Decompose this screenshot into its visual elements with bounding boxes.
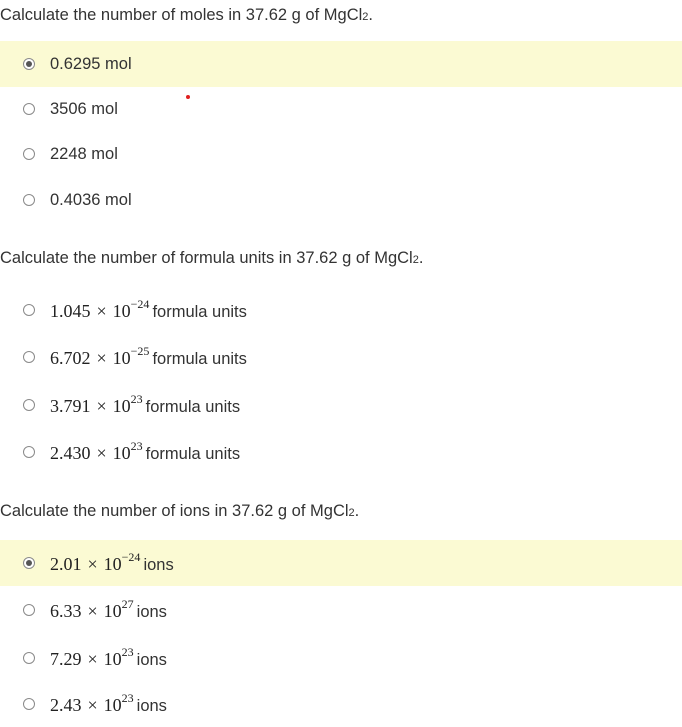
question-3-subscript: 2 [348, 507, 355, 519]
radio-button[interactable] [23, 194, 35, 206]
question-1-text [0, 5, 373, 27]
radio-button[interactable] [23, 446, 35, 458]
times-sign: × [87, 694, 98, 715]
question-3-text [0, 501, 359, 523]
q1-option-2-label: 3506 mol [50, 99, 118, 118]
base: 10 [103, 694, 122, 715]
base: 10 [103, 648, 122, 669]
unit-label: ions [136, 602, 167, 621]
times-sign: × [87, 553, 98, 574]
q3-option-2[interactable] [0, 587, 682, 633]
times-sign: × [96, 395, 107, 416]
mantissa: 7.29 [50, 648, 82, 669]
unit-label: ions [136, 650, 167, 669]
q1-option-3[interactable] [0, 131, 682, 177]
q3-option-4[interactable] [0, 681, 682, 727]
radio-button[interactable] [23, 351, 35, 363]
question-2-text [0, 248, 423, 270]
scientific-number [50, 343, 150, 368]
mantissa: 2.430 [50, 442, 91, 463]
question-2-end: . [418, 249, 424, 267]
question-2-main: Calculate the number of formula units in 37.62 g of MgCl [0, 249, 413, 267]
scientific-number [50, 296, 150, 321]
mantissa: 3.791 [50, 395, 91, 416]
question-1-end: . [368, 6, 373, 24]
mantissa: 6.702 [50, 347, 91, 368]
q1-option-4[interactable] [0, 177, 682, 223]
q3-option-3-label [50, 644, 167, 670]
mantissa: 2.43 [50, 694, 82, 715]
radio-button-checked[interactable] [23, 58, 35, 70]
times-sign: × [87, 648, 98, 669]
radio-button[interactable] [23, 148, 35, 160]
q3-option-4-label [50, 690, 167, 716]
unit-label: formula units [152, 302, 247, 321]
q3-option-2-label [50, 596, 167, 622]
scientific-number [50, 644, 134, 669]
unit-label: ions [136, 696, 167, 715]
radio-button[interactable] [23, 103, 35, 115]
exponent: 23 [130, 438, 143, 453]
unit-label: formula units [152, 349, 247, 368]
times-sign: × [96, 347, 107, 368]
exponent: −24 [121, 549, 141, 564]
scientific-number [50, 549, 141, 574]
unit-label: formula units [145, 444, 241, 463]
scientific-number [50, 596, 134, 621]
annotation-dot [186, 95, 190, 99]
times-sign: × [87, 600, 98, 621]
base: 10 [112, 395, 131, 416]
exponent: 23 [121, 644, 134, 659]
q2-option-3-label [50, 391, 241, 417]
scientific-number [50, 438, 143, 463]
base: 10 [112, 442, 131, 463]
radio-button[interactable] [23, 304, 35, 316]
radio-button[interactable] [23, 652, 35, 664]
exponent: 23 [121, 690, 134, 705]
exponent: −24 [130, 296, 150, 311]
times-sign: × [96, 300, 107, 321]
q3-option-1-label [50, 549, 174, 575]
radio-button[interactable] [23, 399, 35, 411]
base: 10 [112, 300, 131, 321]
scientific-number [50, 391, 143, 416]
q1-option-2[interactable] [0, 86, 682, 132]
question-1-main: Calculate the number of moles in 37.62 g of MgCl [0, 6, 363, 24]
q2-option-3[interactable] [0, 382, 682, 428]
radio-button-checked[interactable] [23, 557, 35, 569]
q1-option-1-label: 0.6295 mol [50, 54, 132, 73]
q2-option-2-label [50, 343, 247, 369]
exponent: 27 [121, 596, 134, 611]
question-2-subscript: 2 [412, 254, 419, 266]
question-1-subscript: 2 [362, 11, 369, 23]
base: 10 [112, 347, 131, 368]
mantissa: 1.045 [50, 300, 91, 321]
times-sign: × [96, 442, 107, 463]
question-3-end: . [354, 502, 360, 520]
question-3-main: Calculate the number of ions in 37.62 g of MgCl [0, 502, 349, 520]
q1-option-4-label: 0.4036 mol [50, 190, 132, 209]
radio-button[interactable] [23, 698, 35, 710]
q2-option-2[interactable] [0, 334, 682, 380]
base: 10 [103, 553, 122, 574]
q2-option-4-label [50, 438, 241, 464]
scientific-number [50, 690, 134, 715]
mantissa: 6.33 [50, 600, 82, 621]
unit-label: ions [143, 555, 174, 574]
exponent: −25 [130, 343, 150, 358]
unit-label: formula units [145, 397, 241, 416]
exponent: 23 [130, 391, 143, 406]
q3-option-3[interactable] [0, 635, 682, 681]
q1-option-3-label: 2248 mol [50, 144, 118, 163]
q2-option-1[interactable] [0, 287, 682, 333]
radio-button[interactable] [23, 604, 35, 616]
q2-option-4[interactable] [0, 429, 682, 475]
base: 10 [103, 600, 122, 621]
q2-option-1-label [50, 296, 247, 322]
mantissa: 2.01 [50, 553, 82, 574]
q1-option-1[interactable] [0, 41, 682, 87]
q3-option-1[interactable] [0, 540, 682, 586]
